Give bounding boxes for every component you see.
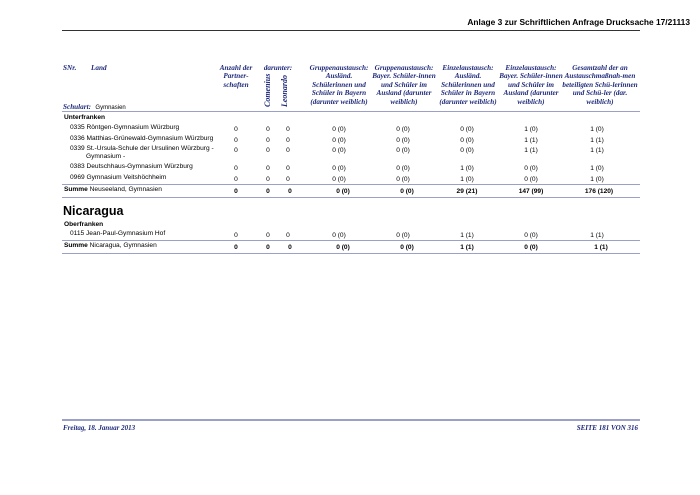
gesamt-value: 1 (0) [590,126,604,133]
gesamt-header: Gesamtzahl der an Austauschmaßnah-men beteiligten Schü-lerinnen und Schü-ler (dar. weiblich) [562,64,638,106]
einzel-out-value: 1 (1) [524,137,538,144]
gesamt-value: 1 (1) [594,244,608,251]
leonardo-value: 0 [286,147,290,154]
anzahl-value: 0 [234,137,238,144]
einzel-out-value: 147 (99) [518,188,544,195]
gruppen-in-value: 0 (0) [336,188,350,195]
leonardo-value: 0 [286,126,290,133]
gruppen-out-value: 0 (0) [396,147,410,154]
sum-label-group [64,186,162,194]
gruppen-out-header: Gruppenaustausch: Bayer. Schüler-innen und Schüler im Ausland (darunter weiblich) [372,64,436,106]
school-name: 0969 Gymnasium Veitshöchheim [70,174,167,181]
gruppen-out-value: 0 (0) [400,188,414,195]
comenius-value: 0 [266,176,270,183]
anzahl-value: 0 [234,165,238,172]
gruppen-in-value: 0 (0) [332,147,346,154]
gesamt-value: 1 (1) [590,147,604,154]
einzel-out-value: 0 (0) [524,232,538,239]
comenius-value: 0 [266,188,270,195]
gruppen-out-value: 0 (0) [400,244,414,251]
sum-name: Neuseeland, Gymnasien [89,186,162,193]
einzel-in-value: 0 (0) [460,147,474,154]
gruppen-in-header: Gruppenaustausch: Ausländ. Schülerinnen und Schüler in Bayern (darunter weiblich) [309,64,369,106]
gesamt-value: 176 (120) [584,188,614,195]
footer-rule [62,419,640,421]
footer-date: Freitag, 18. Januar 2013 [63,424,136,432]
footer-page-number: SEITE 181 VON 316 [576,424,638,432]
schulart-value: Gymnasien [95,105,126,111]
anzahl-value: 0 [234,147,238,154]
einzel-in-value: 1 (1) [460,244,474,251]
sum-label: Summe [64,242,88,249]
einzel-in-value: 29 (21) [456,188,478,195]
region-label: Unterfranken [64,114,106,121]
einzel-in-header: Einzelaustausch: Ausländ. Schülerinnen und Schüler in Bayern (darunter weiblich) [439,64,497,106]
comenius-header: Comenius [263,73,272,107]
einzel-out-header: Einzelaustausch: Bayer. Schüler-innen und Schüler im Ausland (darunter weiblich) [499,64,563,106]
header-bottom-rule [62,111,640,112]
gruppen-in-value: 0 (0) [336,244,350,251]
land-header: Land [91,64,107,72]
document-title: Anlage 3 zur Schriftlichen Anfrage Drucksache 17/21113 [467,17,690,27]
gruppen-out-value: 0 (0) [396,137,410,144]
einzel-in-value: 1 (0) [460,176,474,183]
header-rule [62,30,640,31]
sum-top-rule [62,184,640,185]
einzel-out-value: 0 (0) [524,176,538,183]
region-label: Oberfranken [64,221,104,228]
comenius-value: 0 [266,244,270,251]
comenius-value: 0 [266,126,270,133]
school-name: 0336 Matthias-Grünewald-Gymnasium Würzburg [70,135,214,142]
gruppen-in-value: 0 (0) [332,176,346,183]
school-name: 0335 Röntgen-Gymnasium Würzburg [70,124,180,131]
comenius-value: 0 [266,137,270,144]
gruppen-out-value: 0 (0) [396,232,410,239]
leonardo-value: 0 [286,176,290,183]
sum-bottom-rule [62,253,640,254]
school-name: 0115 Jean-Paul-Gymnasium Hof [70,230,166,237]
gesamt-value: 1 (1) [590,137,604,144]
leonardo-value: 0 [286,137,290,144]
gruppen-in-value: 0 (0) [332,165,346,172]
einzel-out-value: 1 (0) [524,126,538,133]
school-name: 0383 Deutschhaus-Gymnasium Würzburg [70,163,193,170]
anzahl-value: 0 [234,232,238,239]
schulart-label: Schulart: [63,103,91,111]
gruppen-in-value: 0 (0) [332,126,346,133]
anzahl-value: 0 [234,244,238,251]
einzel-in-value: 1 (0) [460,165,474,172]
einzel-in-value: 0 (0) [460,137,474,144]
leonardo-value: 0 [288,188,292,195]
comenius-value: 0 [266,147,270,154]
einzel-out-value: 0 (0) [524,165,538,172]
anzahl-value: 0 [234,126,238,133]
einzel-in-value: 1 (1) [460,232,474,239]
gesamt-value: 1 (0) [590,176,604,183]
gesamt-value: 1 (1) [590,232,604,239]
sum-top-rule [62,240,640,241]
darunter-header: darunter: [263,64,293,72]
einzel-out-value: 0 (0) [524,244,538,251]
leonardo-value: 0 [286,165,290,172]
sum-bottom-rule [62,197,640,198]
school-name: 0339 St.-Ursula-Schule der Ursulinen Würzburg - [70,145,214,152]
leonardo-header: Leonardo [280,75,289,107]
sum-label: Summe [64,186,88,193]
comenius-value: 0 [266,232,270,239]
leonardo-value: 0 [286,232,290,239]
snr-header: SNr. [63,64,77,72]
gruppen-out-value: 0 (0) [396,126,410,133]
country-heading: Nicaragua [63,204,124,218]
comenius-value: 0 [266,165,270,172]
sum-label-group [64,242,157,250]
gruppen-in-value: 0 (0) [332,232,346,239]
school-name-continued: Gymnasium - [86,153,126,160]
gruppen-in-value: 0 (0) [332,137,346,144]
gruppen-out-value: 0 (0) [396,165,410,172]
gesamt-value: 1 (0) [590,165,604,172]
sum-name: Nicaragua, Gymnasien [89,242,157,249]
gruppen-out-value: 0 (0) [396,176,410,183]
einzel-in-value: 0 (0) [460,126,474,133]
anzahl-value: 0 [234,176,238,183]
einzel-out-value: 1 (1) [524,147,538,154]
anzahl-header: Anzahl der Partner-schaften [219,64,253,89]
anzahl-value: 0 [234,188,238,195]
leonardo-value: 0 [288,244,292,251]
